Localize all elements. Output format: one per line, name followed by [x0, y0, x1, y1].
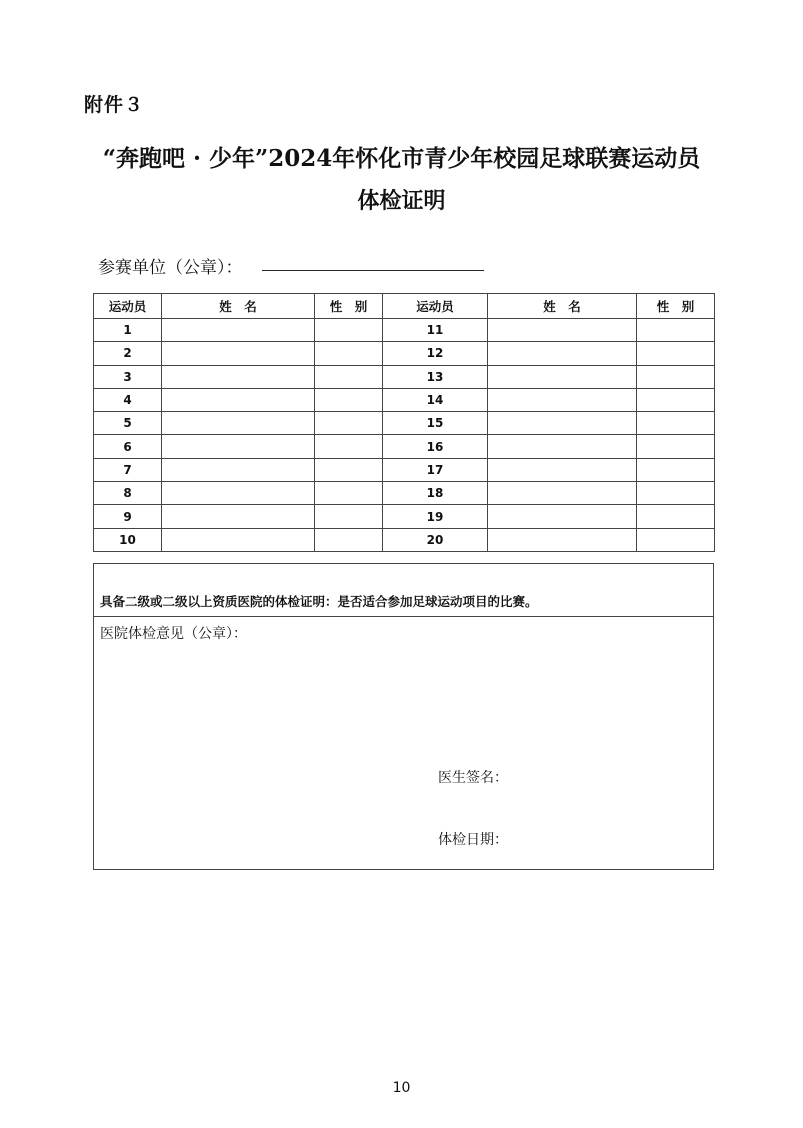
athlete-gender-cell[interactable] — [637, 528, 715, 551]
table-row — [94, 319, 715, 342]
athlete-number-cell: 12 — [383, 342, 488, 365]
hospital-opinion-label: 医院体检意见（公章）： — [100, 626, 247, 642]
athlete-number-cell: 15 — [383, 412, 488, 435]
table-row — [94, 505, 715, 528]
athlete-gender-cell[interactable] — [637, 388, 715, 411]
athlete-name-cell[interactable] — [162, 412, 315, 435]
athlete-name-cell[interactable] — [162, 482, 315, 505]
header-gender: 性 别 — [315, 294, 383, 319]
athlete-name-cell[interactable] — [162, 458, 315, 481]
athlete-name-cell[interactable] — [162, 435, 315, 458]
athlete-name-cell[interactable] — [488, 528, 637, 551]
athlete-gender-cell[interactable] — [637, 505, 715, 528]
exam-date-label: 体检日期： — [438, 832, 508, 848]
table-row — [94, 342, 715, 365]
athlete-gender-cell[interactable] — [637, 482, 715, 505]
table-row — [94, 365, 715, 388]
athlete-name-cell[interactable] — [488, 505, 637, 528]
athlete-number-cell: 1 — [94, 319, 162, 342]
table-row — [94, 528, 715, 551]
athlete-gender-cell[interactable] — [315, 412, 383, 435]
athlete-gender-cell[interactable] — [315, 342, 383, 365]
athlete-gender-cell[interactable] — [637, 319, 715, 342]
athlete-number-cell: 18 — [383, 482, 488, 505]
athlete-gender-cell[interactable] — [315, 388, 383, 411]
athlete-number-cell: 19 — [383, 505, 488, 528]
athlete-name-cell[interactable] — [162, 342, 315, 365]
athlete-gender-cell[interactable] — [637, 365, 715, 388]
athlete-gender-cell[interactable] — [637, 458, 715, 481]
athlete-name-cell[interactable] — [162, 388, 315, 411]
athlete-name-cell[interactable] — [488, 458, 637, 481]
athlete-gender-cell[interactable] — [315, 435, 383, 458]
athlete-number-cell: 5 — [94, 412, 162, 435]
table-row — [94, 388, 715, 411]
doctor-signature-label: 医生签名： — [438, 770, 508, 786]
athlete-gender-cell[interactable] — [637, 412, 715, 435]
athlete-name-cell[interactable] — [488, 365, 637, 388]
athlete-name-cell[interactable] — [162, 505, 315, 528]
header-name: 姓 名 — [488, 294, 637, 319]
athlete-gender-cell[interactable] — [315, 458, 383, 481]
document-subtitle: 体检证明 — [357, 188, 446, 214]
athlete-number-cell: 3 — [94, 365, 162, 388]
athlete-name-cell[interactable] — [162, 319, 315, 342]
athlete-number-cell: 4 — [94, 388, 162, 411]
certificate-statement: 具备二级或二级以上资质医院的体检证明：是否适合参加足球运动项目的比赛。 — [100, 594, 538, 609]
athlete-number-cell: 14 — [383, 388, 488, 411]
certificate-divider — [93, 616, 714, 617]
athlete-gender-cell[interactable] — [315, 528, 383, 551]
athlete-number-cell: 6 — [94, 435, 162, 458]
document-title: “奔跑吧 · 少年”2024年怀化市青少年校园足球联赛运动员 — [102, 145, 701, 172]
athlete-number-cell: 16 — [383, 435, 488, 458]
table-row — [94, 435, 715, 458]
athlete-number-cell: 10 — [94, 528, 162, 551]
athlete-number-cell: 8 — [94, 482, 162, 505]
athlete-number-cell: 2 — [94, 342, 162, 365]
athlete-name-cell[interactable] — [488, 388, 637, 411]
athlete-name-cell[interactable] — [162, 528, 315, 551]
unit-label: 参赛单位（公章）： — [98, 258, 243, 278]
table-header-row — [94, 294, 715, 319]
athlete-name-cell[interactable] — [488, 482, 637, 505]
header-gender: 性 别 — [637, 294, 715, 319]
table-row — [94, 458, 715, 481]
athlete-name-cell[interactable] — [162, 365, 315, 388]
athlete-gender-cell[interactable] — [315, 319, 383, 342]
athlete-name-cell[interactable] — [488, 435, 637, 458]
athlete-number-cell: 11 — [383, 319, 488, 342]
athlete-number-cell: 13 — [383, 365, 488, 388]
athlete-gender-cell[interactable] — [315, 505, 383, 528]
athlete-gender-cell[interactable] — [315, 365, 383, 388]
header-athlete-no: 运动员 — [94, 294, 162, 319]
header-name: 姓 名 — [162, 294, 315, 319]
athlete-gender-cell[interactable] — [637, 435, 715, 458]
athlete-roster-table — [93, 293, 715, 552]
athlete-number-cell: 17 — [383, 458, 488, 481]
athlete-gender-cell[interactable] — [315, 482, 383, 505]
page-number: 10 — [392, 1080, 411, 1096]
athlete-name-cell[interactable] — [488, 342, 637, 365]
table-row — [94, 412, 715, 435]
athlete-gender-cell[interactable] — [637, 342, 715, 365]
unit-blank-line — [262, 270, 484, 271]
athlete-number-cell: 7 — [94, 458, 162, 481]
athlete-name-cell[interactable] — [488, 319, 637, 342]
header-athlete-no: 运动员 — [383, 294, 488, 319]
athlete-number-cell: 20 — [383, 528, 488, 551]
athlete-name-cell[interactable] — [488, 412, 637, 435]
athlete-number-cell: 9 — [94, 505, 162, 528]
table-row — [94, 482, 715, 505]
attachment-label: 附件３ — [84, 94, 145, 116]
